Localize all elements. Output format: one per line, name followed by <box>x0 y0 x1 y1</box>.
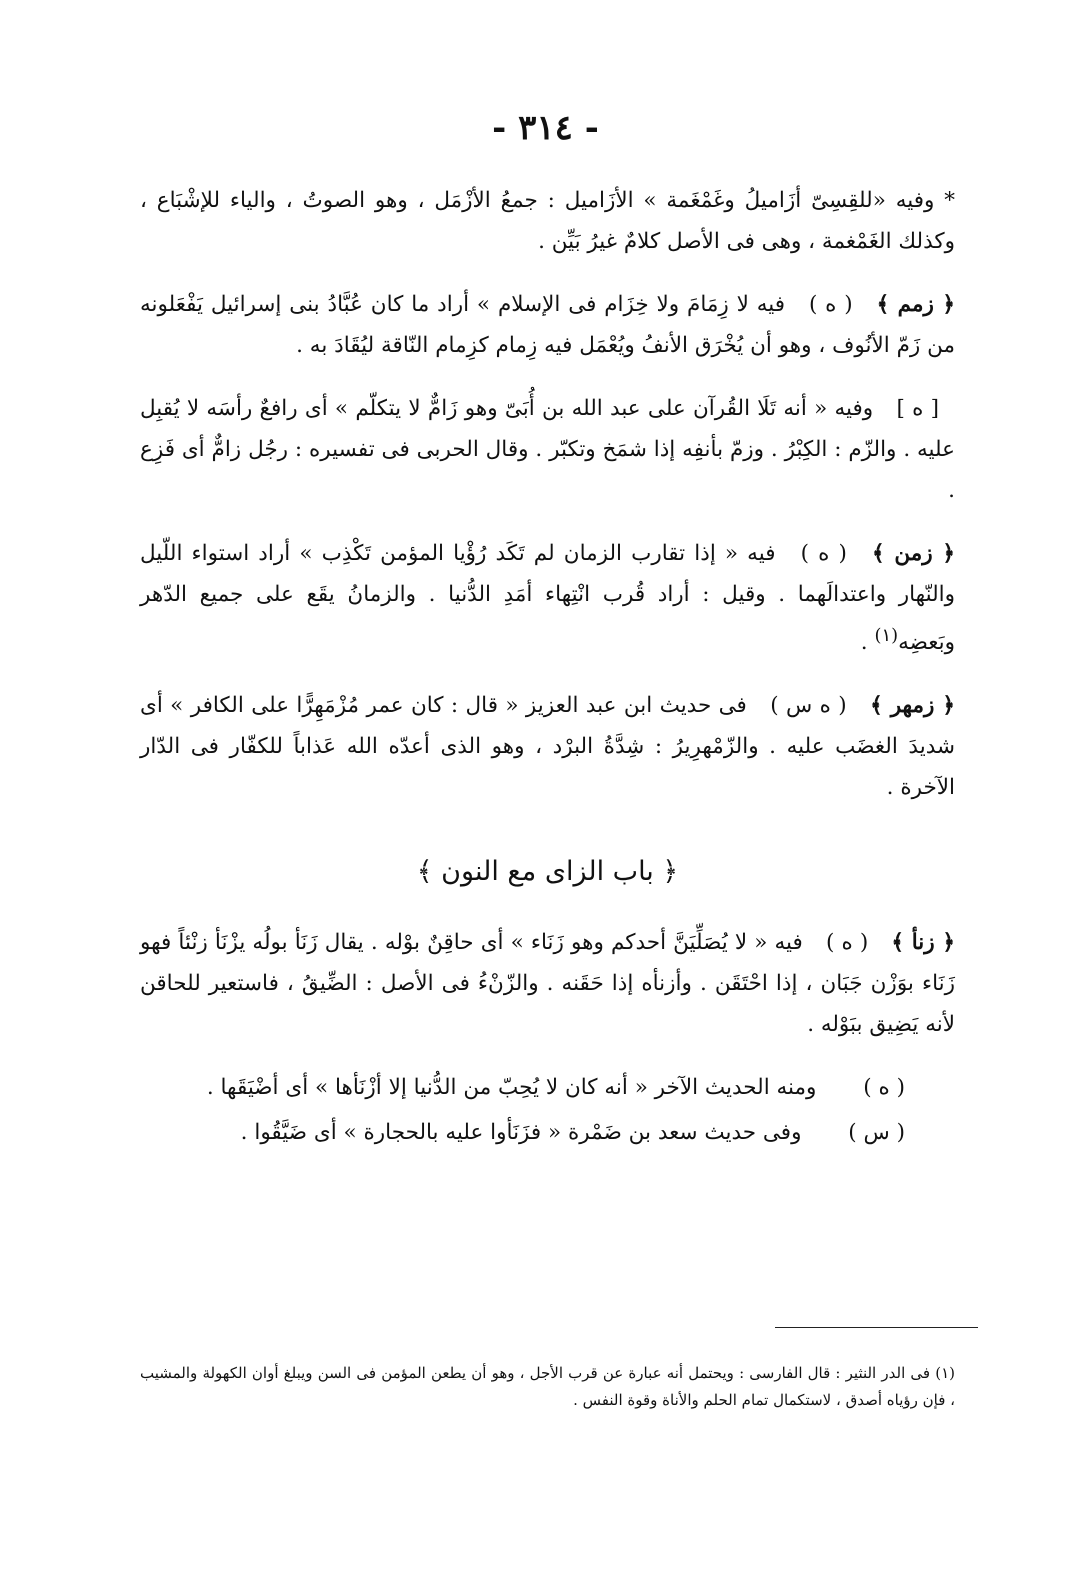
entry-text: وفيه « أنه تَلَا القُرآن على عبد الله بن أُبَىّ وهو زَامٌّ لا يتكلّم » أى رافعٌ رأسَه لا يُقبِل عليه . والزّم : الكِبْرُ . وزمّ بأنفِه إذا شمَخ وتكبّر . وقال الحربى فى تفسيره : رجُل زامٌّ أى فَزِع . <box>140 396 955 503</box>
source-marker: ( ه ) <box>808 292 853 317</box>
entry-paragraph <box>140 388 955 511</box>
entry-text: فى حديث ابن عبد العزيز « قال : كان عمر مُزْمَهِرًّا على الكافر » أى شديدَ الغضَب عليه . والزّمْهرِيرُ : شِدَّةُ البرْد ، وهو الذى أعدّه الله عَذاباً للكفّار فى الدّار الآخرة . <box>140 693 955 801</box>
dictionary-entries <box>140 180 955 1153</box>
entry-text: فيه « لا يُصَلِّيَنَّ أحدكم وهو زَنَاء » أى حاقِنٌ بوْله . يقال زَنَأ بولُه يزْنَأ زنْئاً فهو زَنَاء بوَزْن جَبَان ، إذا احْتَقَن . وأزنأه إذا حَقَنه . والزّنْءُ فى الأصل : الضِّيقُ ، فاستعير للحاقن لأنه يَضِيق ببَوْله . <box>140 930 955 1038</box>
entry-text: فيه لا زِمَامَ ولا خِزَام فى الإسلام » أراد ما كان عُبَّادُ بنى إسرائيل يَفْعَلونه من زَمّ الأنُوف ، وهو أن يُخْرَق الأنفُ ويُعْمَل فيه زِمام كزِمام النّاقة ليُقَادَ به . <box>140 292 955 358</box>
entry-zmhr <box>140 685 955 808</box>
entry-lemma: ﴿ زمهر ﴾ <box>870 693 955 719</box>
page-number: - ٣١٤ - <box>492 108 599 148</box>
source-marker: ( س ) <box>848 1120 905 1146</box>
entry-text: وفيه «للقِسِىّ أزَاميلُ وغَمْغَمة » الأزَاميل : جمعُ الأزْمَل ، وهو الصوتُ ، والياء للإشْبَاع ، وكذلك الغَمْغمة ، وهى فى الأصل كلامٌ غيرُ بَيِّن . <box>140 188 955 254</box>
entry-paragraph <box>140 180 955 262</box>
entry-lemma: ﴿ زنأ ﴾ <box>891 930 955 956</box>
source-marker: ( ه س ) <box>770 693 847 719</box>
entry-zna <box>140 922 955 1045</box>
entry-star: * <box>944 188 955 213</box>
footnote-reference: (١) <box>874 625 899 646</box>
entry-lemma: ﴿ زمم ﴾ <box>876 292 955 317</box>
source-marker: ( ه ) <box>825 930 869 956</box>
source-marker: ( ه ) <box>863 1075 905 1101</box>
entry-lemma: ﴿ زمن ﴾ <box>872 541 956 566</box>
entry-end: . <box>860 630 875 656</box>
chapter-heading: ﴿ باب الزاى مع النون ﴾ <box>416 856 679 888</box>
entry-text: ومنه الحديث الآخر « أنه كان لا يُحِبّ من الدُّنيا إلا أزْنَأها » أى أضْيَقَها . <box>206 1075 817 1101</box>
entry-text: وفى حديث سعد بن ضَمْرة « فزَنَأوا عليه بالحجارة » أى ضَيَّقُوا . <box>240 1120 802 1146</box>
entry-zmn <box>140 533 955 663</box>
footnote-divider <box>775 1327 978 1328</box>
footnote: (١) فى الدر النثير : قال الفارسى : ويحتمل أنه عبارة عن قرب الأجل ، وهو أن يطعن المؤمن فى السن ويبلغ أوان الكهولة والمشيب ، فإن رؤياه أصدق ، لاستكمال تمام الحلم والأناة وقوة النفس . <box>140 1364 955 1409</box>
sub-entry <box>140 1112 905 1153</box>
entry-text: فيه « إذا تقارب الزمان لم تَكَد رُؤْيا المؤمن تَكْذِب » أراد استواء اللّيل والنّهار واعتدالَهما . وقيل : أراد قُرب انْتِهاء أمَدِ الدُّنيا . والزمانُ يقَع على جميع الدّهر وبَعضِه <box>140 541 955 656</box>
source-marker: [ ه ] <box>896 396 939 421</box>
source-marker: ( ه ) <box>800 541 847 566</box>
sub-entry <box>140 1067 905 1108</box>
entry-zmm <box>140 284 955 366</box>
